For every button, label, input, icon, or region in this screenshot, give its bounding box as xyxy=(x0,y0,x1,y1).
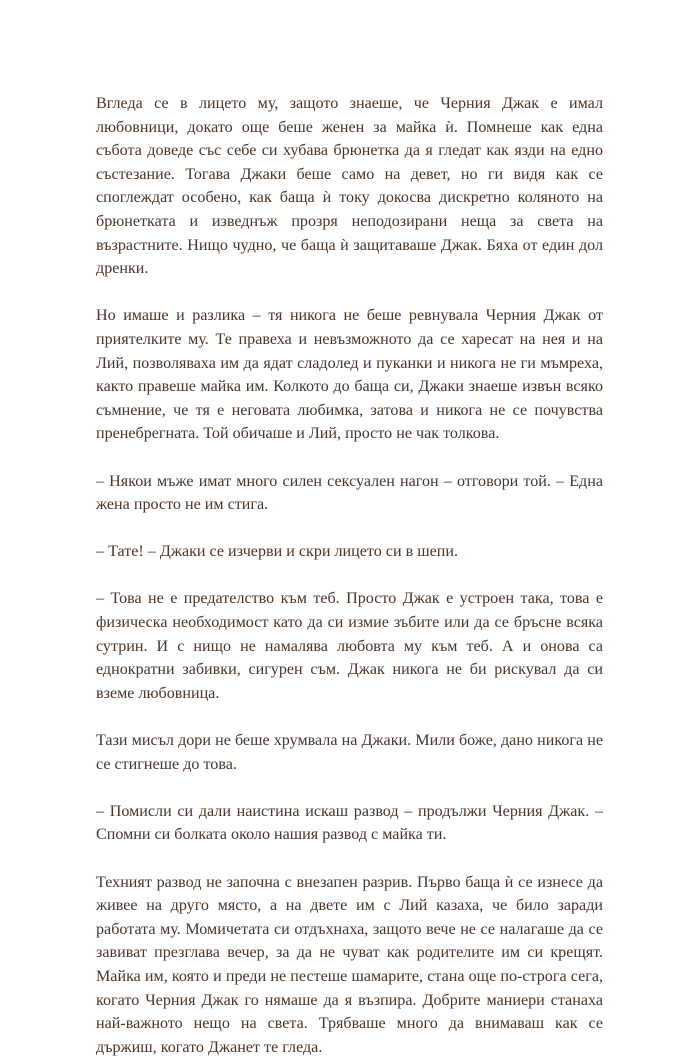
paragraph: – Тате! – Джаки се изчерви и скри лицето си в шепи. xyxy=(96,543,458,561)
paragraph: – Това не е предателство към теб. Просто Джак е устроен така, това е физическа необходимост като да си измие зъбите или да се бръсне всяка сутрин. И с нищо не намалява любовта му към теб. А и онова са еднократни забивки, сигурен съм. Джак никога не би рискувал да си вземе любовница. xyxy=(96,590,603,702)
paragraph: Вгледа се в лицето му, защото знаеше, че Черния Джак е имал любовници, докато още беше женен за майка ѝ. Помнеше как една събота доведе със себе си хубава брюнетка да я гледат как язди на едно състезание. Тогава Джаки беше само на девет, но ги видя как се споглеждат особено, как баща ѝ току докосва дискретно коляното на брюнетката и изведнъж прозря неподозирани неща за света на възрастните. Нищо чудно, че баща ѝ защитаваше Джак. Бяха от един дол дренки. xyxy=(96,95,603,278)
paragraph: Тази мисъл дори не беше хрумвала на Джаки. Мили боже, дано никога не се стигнеше до това. xyxy=(96,732,603,773)
body-text xyxy=(96,92,603,1059)
paragraph: – Някои мъже имат много силен сексуален нагон – отговори той. – Една жена просто не им стига. xyxy=(96,472,603,514)
paragraph: – Помисли си дали наистина искаш развод – продължи Черния Джак. – Спомни си болката около нашия развод с майка ти. xyxy=(96,802,603,844)
paragraph: Но имаше и разлика – тя никога не беше ревнувала Черния Джак от приятелките му. Те правеха и невъзможното да се харесат на нея и на Лий, позволяваха им да ядат сладолед и пуканки и никога не ги мъмреха, както правеше майка им. Колкото до баща си, Джаки знаеше извън всяко съмнение, че тя е неговата любимка, затова и никога не се почувства пренебрегната. Той обичаше и Лий, просто не чак толкова. xyxy=(96,307,603,443)
paragraph: Техният развод не започна с внезапен разрив. Първо баща ѝ се изнесе да живее на друго място, а на двете им с Лий казаха, че било заради работата му. Момичетата си отдъхнаха, защото вече не се налагаше да се завиват презглава вечер, за да не чуват как родителите им си крещят. Майка им, която и преди не пестеше шамарите, стана още по-строга сега, когато Черния Джак го нямаше да я възпира. Добрите маниери станаха най-важното нещо на света. Трябваше много да внимаваш как се държиш, когато Джанет те гледа. xyxy=(96,873,603,1056)
